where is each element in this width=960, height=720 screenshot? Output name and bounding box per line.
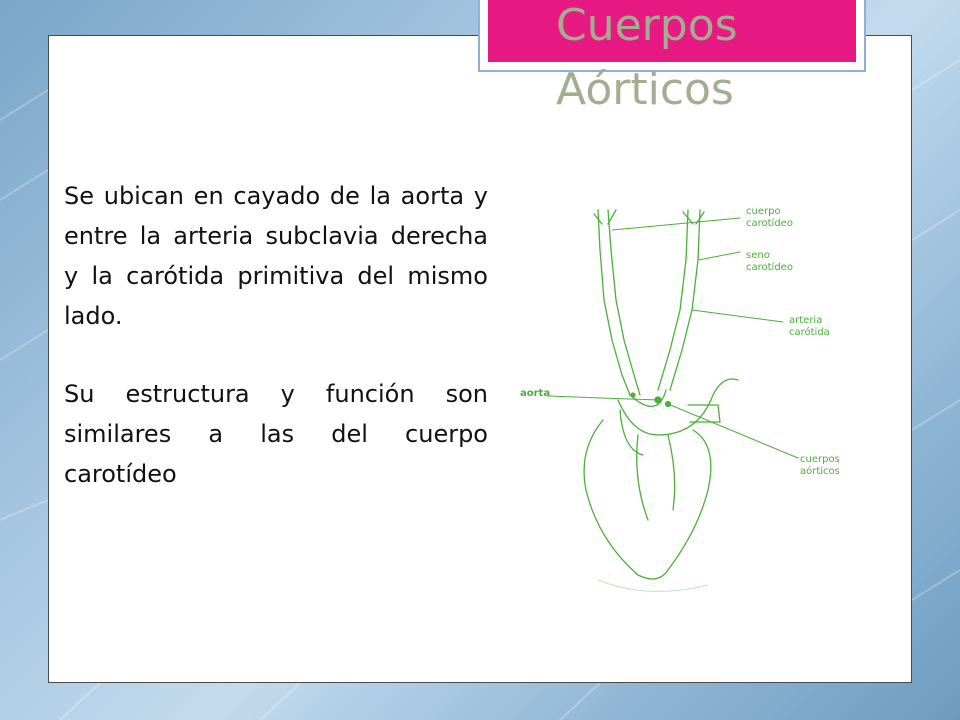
body-text [64, 176, 488, 532]
slide-title [556, 0, 806, 122]
label-seno: seno [746, 250, 770, 261]
title-line-2: Aórticos [556, 64, 734, 115]
aortic-bodies-diagram [508, 190, 868, 630]
label-arteria: arteria [789, 315, 823, 326]
title-line-1: Cuerpos [556, 0, 738, 51]
paragraph-location: Se ubican en cayado de la aorta y entre la arteria subclavia derecha y la carótida primitiva del mismo lado. [64, 182, 488, 330]
paragraph-structure: Su estructura y función son similares a las del cuerpo carotídeo [64, 380, 488, 488]
label-cuerpos: cuerpos [800, 454, 840, 465]
figure-reflection [598, 580, 708, 591]
label-cuerpo: cuerpo [746, 206, 781, 217]
label-carotideo-2: carotídeo [746, 262, 793, 273]
label-carotideo-1: carotídeo [746, 218, 793, 229]
label-aorticos: aórticos [800, 466, 840, 477]
label-carotida: carótida [789, 327, 830, 338]
label-aorta: aorta [520, 388, 551, 399]
